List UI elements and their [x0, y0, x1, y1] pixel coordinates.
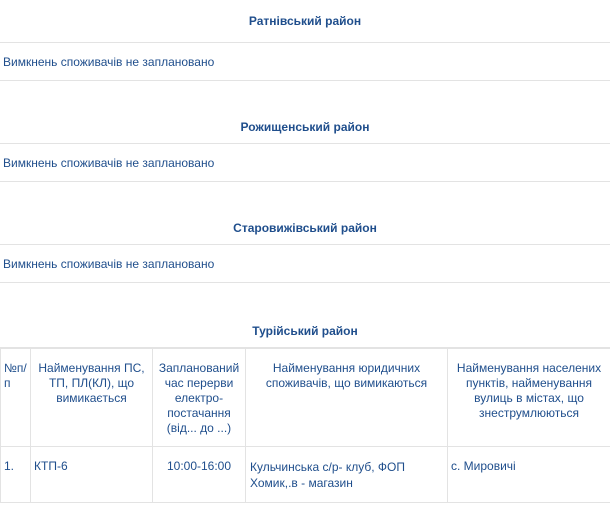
district-title: Турійський район: [252, 324, 358, 338]
cell-places: с. Мировичі: [448, 447, 610, 503]
cell-object: КТП-6: [31, 447, 153, 503]
district-heading-rozhyshche: [0, 81, 610, 144]
col-header-consumers: Найменування юридичних споживачів, що вимикаються: [246, 349, 448, 447]
table-row: [1, 447, 610, 503]
no-outages-notice: Вимкнень споживачів не заплановано: [0, 43, 610, 81]
district-heading-ratne: [0, 0, 610, 43]
cell-time: 10:00-16:00: [153, 447, 246, 503]
col-header-time: Запланований час перерви електро-постачання (від... до ...): [153, 349, 246, 447]
cell-consumers: Кульчинська с/р- клуб, ФОП Хомик,.в - магазин: [246, 447, 448, 503]
outage-table: [0, 348, 610, 503]
table-header-row: [1, 349, 610, 447]
district-heading-stara-vyzhivka: [0, 182, 610, 245]
col-header-number: №п/п: [1, 349, 31, 447]
col-header-places: Найменування населених пунктів, найменування вулиць в містах, що знеструмлюються: [448, 349, 610, 447]
district-title: Старовижівський район: [233, 221, 377, 235]
no-outages-notice: Вимкнень споживачів не заплановано: [0, 245, 610, 283]
no-outages-notice: Вимкнень споживачів не заплановано: [0, 144, 610, 182]
cell-number: 1.: [1, 447, 31, 503]
col-header-object: Найменування ПС, ТП, ПЛ(КЛ), що вимикається: [31, 349, 153, 447]
district-title: Ратнівський район: [248, 14, 362, 28]
district-heading-turiisk: [0, 283, 610, 348]
district-title: Рожищенський район: [240, 120, 370, 134]
